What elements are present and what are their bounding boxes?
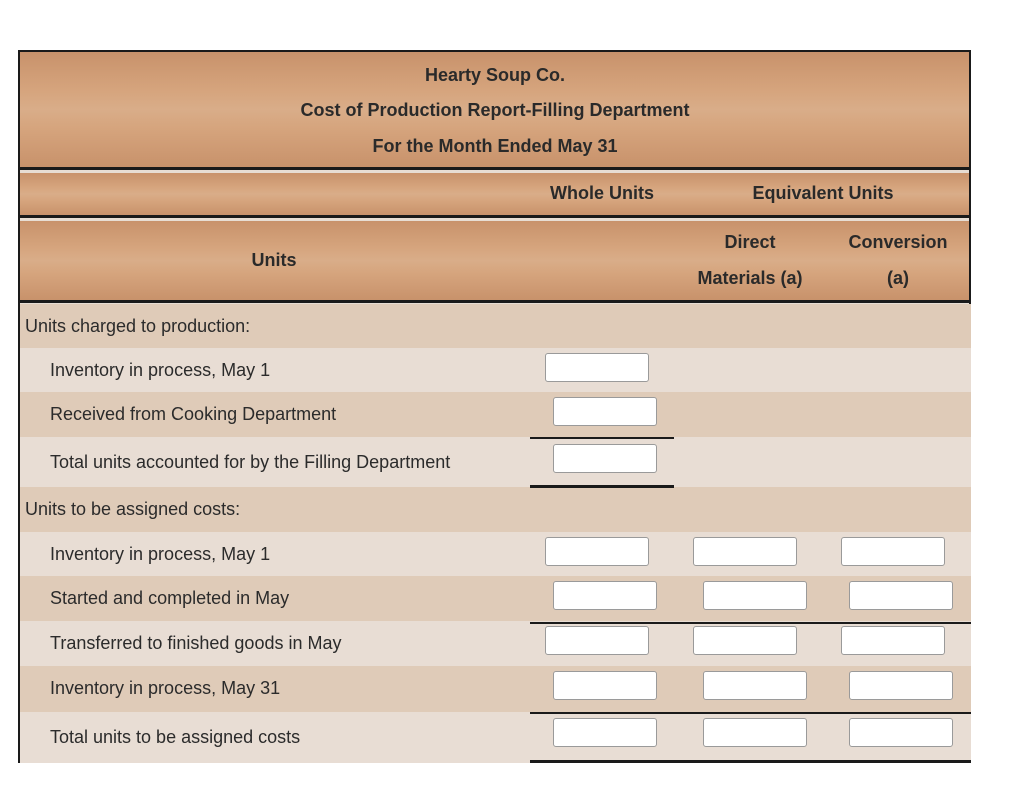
whole-units-assigned-inventory-may1-input[interactable] bbox=[545, 537, 649, 566]
subtotal-rule bbox=[530, 437, 674, 439]
row-label-inventory-may1: Inventory in process, May 1 bbox=[50, 544, 271, 564]
row-label-inventory-may1: Inventory in process, May 1 bbox=[50, 360, 271, 380]
conversion-transferred-input[interactable] bbox=[841, 626, 945, 655]
direct-materials-started-completed-input[interactable] bbox=[703, 581, 807, 610]
whole-units-started-completed-input[interactable] bbox=[553, 581, 657, 610]
direct-materials-inventory-may1-input[interactable] bbox=[693, 537, 797, 566]
whole-units-received-input[interactable] bbox=[553, 397, 657, 426]
table-row bbox=[20, 437, 971, 487]
row-label-received: Received from Cooking Department bbox=[50, 404, 337, 424]
section-label-assigned: Units to be assigned costs: bbox=[25, 499, 241, 519]
report-header bbox=[20, 52, 969, 170]
conversion-started-completed-input[interactable] bbox=[849, 581, 953, 610]
row-label-total-accounted: Total units accounted for by the Filling Department bbox=[50, 452, 451, 472]
whole-units-inventory-may31-input[interactable] bbox=[553, 671, 657, 700]
subtotal-rule bbox=[530, 712, 971, 714]
direct-materials-inventory-may31-input[interactable] bbox=[703, 671, 807, 700]
whole-units-total-accounted-input[interactable] bbox=[553, 444, 657, 473]
cost-of-production-report bbox=[18, 50, 971, 763]
units-header: Units bbox=[251, 250, 297, 270]
whole-units-total-assigned-input[interactable] bbox=[553, 718, 657, 747]
direct-materials-header-line2: Materials (a) bbox=[697, 268, 803, 288]
section-row-assigned bbox=[20, 487, 971, 532]
direct-materials-total-assigned-input[interactable] bbox=[703, 718, 807, 747]
table-row bbox=[20, 621, 971, 666]
table-row bbox=[20, 392, 971, 437]
table-row bbox=[20, 712, 971, 763]
table-row bbox=[20, 532, 971, 576]
company-name: Hearty Soup Co. bbox=[424, 65, 566, 85]
conversion-header-line2: (a) bbox=[887, 268, 909, 288]
whole-units-inventory-may1-input[interactable] bbox=[545, 353, 649, 382]
conversion-total-assigned-input[interactable] bbox=[849, 718, 953, 747]
total-double-rule bbox=[530, 485, 674, 488]
column-header-row bbox=[20, 173, 969, 218]
conversion-header-line1: Conversion bbox=[848, 232, 948, 252]
report-title: Cost of Production Report-Filling Department bbox=[300, 100, 690, 120]
section-label-charged: Units charged to production: bbox=[25, 316, 251, 336]
table-row bbox=[20, 666, 971, 712]
row-label-started-completed: Started and completed in May bbox=[50, 588, 290, 608]
conversion-inventory-may1-input[interactable] bbox=[841, 537, 945, 566]
table-row bbox=[20, 576, 971, 621]
direct-materials-header-line1: Direct bbox=[724, 232, 776, 252]
subtotal-rule bbox=[530, 622, 971, 624]
whole-units-transferred-input[interactable] bbox=[545, 626, 649, 655]
total-double-rule bbox=[530, 760, 971, 763]
section-row-charged bbox=[20, 304, 971, 348]
equivalent-units-header: Equivalent Units bbox=[752, 183, 894, 203]
row-label-total-assigned: Total units to be assigned costs bbox=[50, 727, 301, 747]
conversion-inventory-may31-input[interactable] bbox=[849, 671, 953, 700]
row-label-inventory-may31: Inventory in process, May 31 bbox=[50, 678, 281, 698]
direct-materials-transferred-input[interactable] bbox=[693, 626, 797, 655]
row-label-transferred: Transferred to finished goods in May bbox=[50, 633, 342, 653]
whole-units-header: Whole Units bbox=[550, 183, 654, 203]
table-row bbox=[20, 348, 971, 392]
subheader-row bbox=[20, 221, 969, 303]
report-period: For the Month Ended May 31 bbox=[372, 136, 618, 156]
